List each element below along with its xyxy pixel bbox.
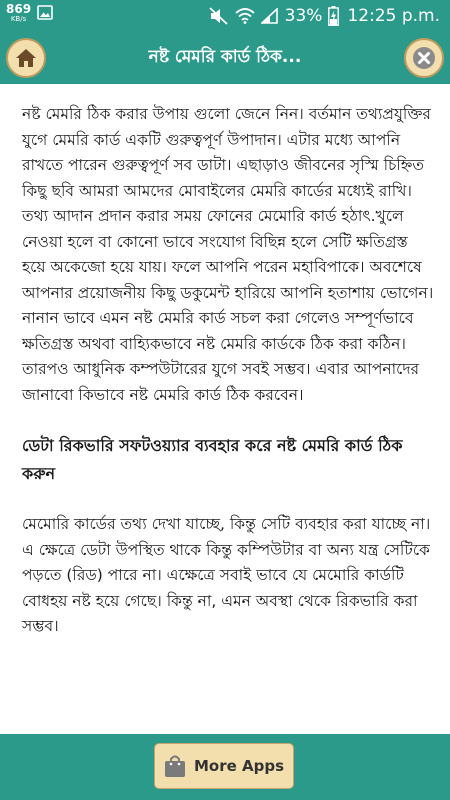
battery-percent: 33% <box>284 6 323 26</box>
close-button[interactable] <box>404 38 444 78</box>
article-content[interactable] <box>0 84 450 734</box>
home-icon <box>15 48 37 68</box>
section-heading: ডেটা রিকভারি সফটওয়্যার ব্যবহার করে নষ্ট মেমরি কার্ড ঠিক করুন <box>22 436 403 483</box>
app-bar <box>0 32 450 84</box>
home-button[interactable] <box>6 38 46 78</box>
more-apps-button[interactable] <box>154 743 294 789</box>
status-bar <box>0 0 450 32</box>
article-paragraph: মেমোরি কার্ডের তথ্য দেখা যাচ্ছে, কিন্তু সেটি ব্যবহার করা যাচ্ছে না। এ ক্ষেত্রে ডেটা উপস্থিত থাকে কিন্তু কম্পিউটার বা অন্য যন্ত্র সেটিকে পড়তে (রিড) পারে না। এক্ষেত্রে সবাই ভাবে যে মেমোরি কার্ডটি বোধহয় নষ্ট হয়ে গেছে। কিন্তু না, এমন অবস্থা থেকে রিকভারি করা সম্ভব। <box>22 515 431 635</box>
article-paragraph: নষ্ট মেমরি ঠিক করার উপায় গুলো জেনে নিন। বর্তমান তথ্যপ্রযুক্তির যুগে মেমরি কার্ড একটি গুরুত্বপূর্ণ উপাদান। এটার মধ্যে আপনি রাখতে পারেন গুরুত্বপূর্ণ সব ডাটা। এছাড়াও জীবনের সৃস্মি চিহ্নিত কিছু ছবি আমরা আমদের মোবাইলের মেমরি কার্ডের মধ্যেই রাখি। তথ্য আদান প্রদান করার সময় ফোনের মেমোরি কার্ড হঠাৎ.খুলে নেওয়া হলে বা কোনো ভাবে সংযোগ বিছিন্ন হলে সেটি ক্ষতিগ্রস্ত হয়ে অকেজো হয়ে যায়। ফলে আপনি পরেন মহাবিপাকে। অবশেষে আপনার প্রয়োজনীয় কিছু ডকুমেন্ট হারিয়ে আপনি হতাশায় ভোগেন। নানান ভাবে এমন নষ্ট মেমরি কার্ড সচল করা গেলেও সম্পূর্ণভাবে ক্ষতিগ্রস্ত অথবা বাহ্যিকভাবে নষ্ট মেমরি কার্ডকে ঠিক করা কঠিন। তারপও আধুনিক কম্পউটারের যুগে সবই সম্ভব। এবার আপনাদের জানাবো কিভাবে নষ্ট মেমরি কার্ড ঠিক করবেন। <box>22 105 434 404</box>
network-speed-value: 869 <box>6 2 32 16</box>
signal-icon <box>261 8 279 24</box>
wifi-icon <box>235 8 255 24</box>
close-icon <box>412 46 436 70</box>
status-left <box>6 3 53 24</box>
image-notification-icon <box>37 5 53 24</box>
battery-charging-icon <box>328 6 339 26</box>
more-apps-label: More Apps <box>193 757 285 775</box>
network-speed <box>6 3 31 23</box>
status-right <box>203 0 440 32</box>
shopping-bag-icon <box>164 754 186 778</box>
clock: 12:25 p.m. <box>347 6 440 26</box>
mute-icon <box>209 7 229 25</box>
network-speed-unit: KB/s <box>10 15 27 23</box>
app-title: নষ্ট মেমরি কার্ড ঠিক... <box>148 47 302 67</box>
bottom-bar <box>0 734 450 800</box>
